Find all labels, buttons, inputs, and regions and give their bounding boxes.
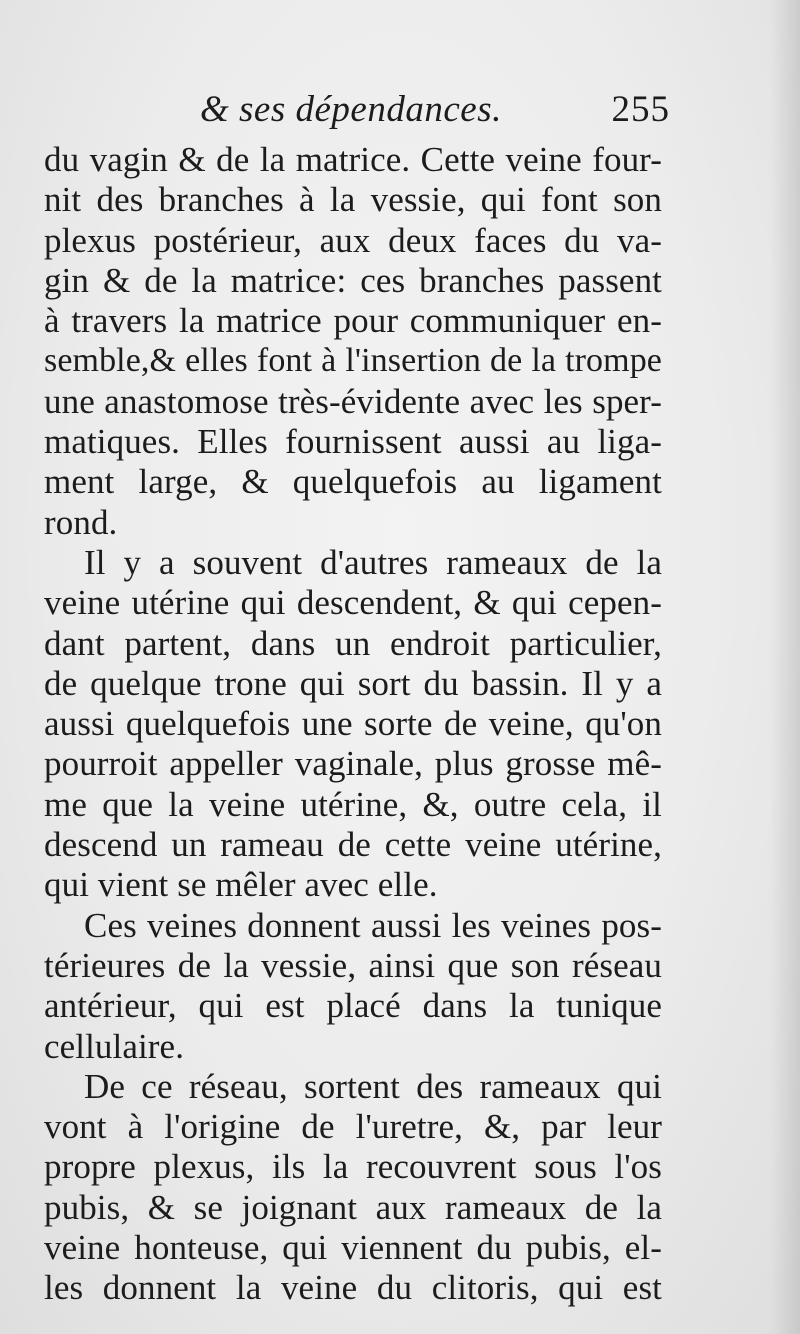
text-line: une anastomose très-évidente avec les sper- [44,381,662,421]
text-line: antérieur, qui est placé dans la tunique [44,986,662,1026]
text-line: ment large, & quelquefois au ligament [44,462,662,502]
text-line: De ce réseau, sortent des rameaux qui [84,1066,662,1106]
text-line: pourroit appeller vaginale, plus grosse mê- [44,744,662,784]
text-line: rond. [44,502,118,542]
text-line: matiques. Elles fournissent aussi au liga- [44,422,662,462]
text-line: pubis, & se joignant aux rameaux de la [44,1187,662,1227]
text-line: dant partent, dans un endroit particulier, [44,623,662,663]
text-line: térieures de la vessie, ainsi que son réseau [44,945,662,985]
text-line: gin & de la matrice: ces branches passent [44,260,662,300]
text-line: Ces veines donnent aussi les veines pos- [84,905,662,945]
text-line: nit des branches à la vessie, qui font son [44,180,662,220]
text-line: propre plexus, ils la recouvrent sous l'os [44,1147,662,1187]
page-edge-shading [770,0,800,1334]
text-line: veine honteuse, qui viennent du pubis, el- [44,1228,662,1268]
text-line: Il y a souvent d'autres rameaux de la [84,542,662,582]
text-line: semble,& elles font à l'insertion de la trompe [44,342,662,380]
running-head: & ses dépendances. [200,89,502,130]
page-number: 255 [611,89,670,130]
text-line: cellulaire. [44,1026,185,1066]
text-line: de quelque trone qui sort du bassin. Il y a [44,663,662,703]
body-text [44,140,662,1309]
text-line: me que la veine utérine, &, outre cela, il [44,784,662,824]
text-line: à travers la matrice pour communiquer en- [44,301,662,341]
text-line: plexus postérieur, aux deux faces du va- [44,220,662,260]
text-line: qui vient se mêler avec elle. [44,865,438,905]
text-line: veine utérine qui descendent, & qui cepen- [44,583,662,623]
page-header [200,88,670,138]
text-line: du vagin & de la matrice. Cette veine four- [44,140,662,179]
text-line: les donnent la veine du clitoris, qui est [44,1268,662,1308]
text-line: aussi quelquefois une sorte de veine, qu'on [44,704,662,744]
text-line: descend un rameau de cette veine utérine, [44,825,662,865]
text-line: vont à l'origine de l'uretre, &, par leur [44,1107,662,1147]
